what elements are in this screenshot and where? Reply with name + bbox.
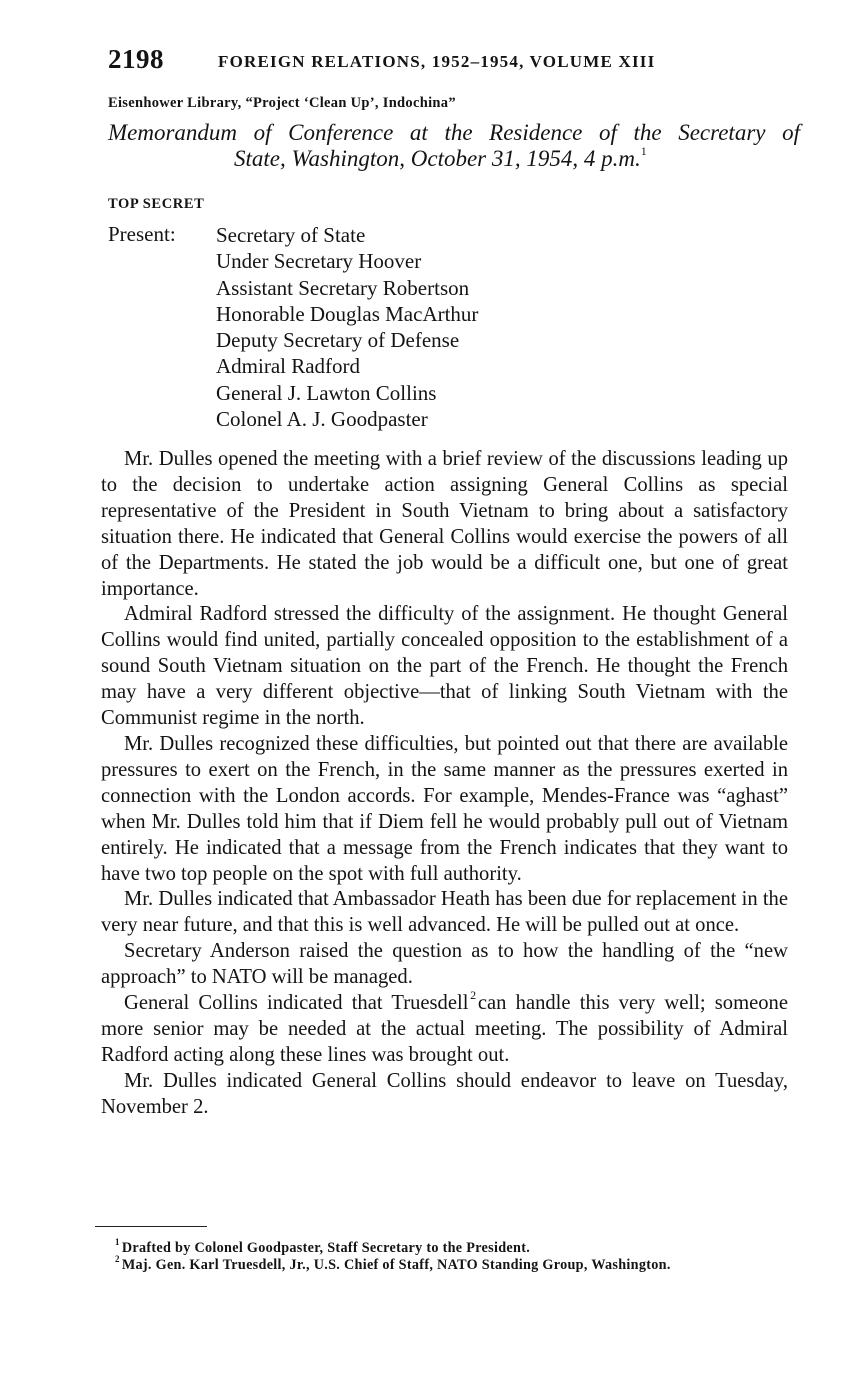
- running-title: FOREIGN RELATIONS, 1952–1954, VOLUME XIII: [218, 52, 656, 71]
- footnote-divider: [95, 1226, 207, 1227]
- body-paragraph: Mr. Dulles opened the meeting with a brief review of the discussions leading up to the decision to undertake action assigning General Collins as special representative of the President in South Vietnam to bring about a satisfactory situation there. He indicated that General Collins would exercise the powers of all of the Departments. He stated the job would be a difficult one, but one of great importance.: [101, 448, 788, 600]
- body-paragraph: Mr. Dulles indicated General Collins should endeavor to leave on Tuesday, November 2.: [101, 1069, 788, 1118]
- classification-marking: TOP SECRET: [108, 196, 205, 212]
- footnote-text: Maj. Gen. Karl Truesdell, Jr., U.S. Chief of Staff, NATO Standing Group, Washington.: [121, 1257, 671, 1273]
- source-citation: Eisenhower Library, “Project ‘Clean Up’, Indochina”: [108, 95, 456, 111]
- title-footnote-ref: 1: [640, 144, 647, 159]
- footnote: [95, 1254, 784, 1274]
- attendee: Secretary of State: [216, 223, 366, 247]
- page-number: 2198: [108, 44, 164, 74]
- attendee: Deputy Secretary of Defense: [216, 328, 460, 353]
- footnote-number: 1: [115, 1237, 120, 1248]
- footnote: [95, 1237, 784, 1257]
- attendee: Under Secretary Hoover: [216, 249, 422, 274]
- running-head: [108, 44, 798, 80]
- body-paragraph: Admiral Radford stressed the difficulty of the assignment. He thought General Collins would find united, partially concealed opposition to the establishment of a sound South Vietnam situation on the part of the French. He thought the French may have a very different objective—that of linking South Vietnam with the Communist regime in the north.: [101, 603, 788, 730]
- attendee: Honorable Douglas MacArthur: [216, 301, 479, 326]
- title-line-2-text: State, Washington, October 31, 1954, 4 p.m.: [234, 146, 641, 171]
- body-paragraph: Mr. Dulles recognized these difficulties, but pointed out that there are available pressures to exert on the French, in the same manner as the pressures exerted in connection with the London accords. For example, Mendes-France was “aghast” when Mr. Dulles told him that if Diem fell he would probably pull out of Vietnam entirely. He indicated that a message from the French indicates that they want to have two top people on the spot with full authority.: [101, 732, 788, 885]
- attendee: Admiral Radford: [216, 354, 361, 379]
- footnote-number: 2: [115, 1254, 120, 1265]
- title-line-1: Memorandum of Conference at the Residence of the Secretary of: [108, 120, 800, 145]
- footnote-text: Drafted by Colonel Goodpaster, Staff Secretary to the President.: [121, 1240, 531, 1256]
- attendee: Assistant Secretary Robertson: [216, 275, 470, 300]
- footnote-ref: 2: [470, 988, 477, 1003]
- present-label: Present:: [108, 222, 176, 246]
- title-line-2: [108, 146, 800, 172]
- attendee: Colonel A. J. Goodpaster: [216, 407, 428, 432]
- body-paragraph: [101, 988, 788, 1069]
- body-paragraph: Secretary Anderson raised the question as to how the handling of the “new approach” to NATO will be managed.: [101, 940, 788, 989]
- footnotes: [95, 1237, 784, 1274]
- attendee: General J. Lawton Collins: [216, 380, 437, 405]
- attendee-list: [216, 222, 478, 432]
- paragraph-text-after-ref: can handle this very well; someone more senior may be needed at the actual meeting. The possibility of Admiral Radford acting along these lines was brought out.: [101, 992, 788, 1066]
- memorandum-body: [101, 447, 788, 1121]
- body-paragraph: Mr. Dulles indicated that Ambassador Heath has been due for replacement in the very near future, and that this is well advanced. He will be pulled out at once.: [101, 888, 788, 937]
- paragraph-text-before-ref: General Collins indicated that Truesdell: [124, 992, 469, 1015]
- document-title: [108, 120, 800, 172]
